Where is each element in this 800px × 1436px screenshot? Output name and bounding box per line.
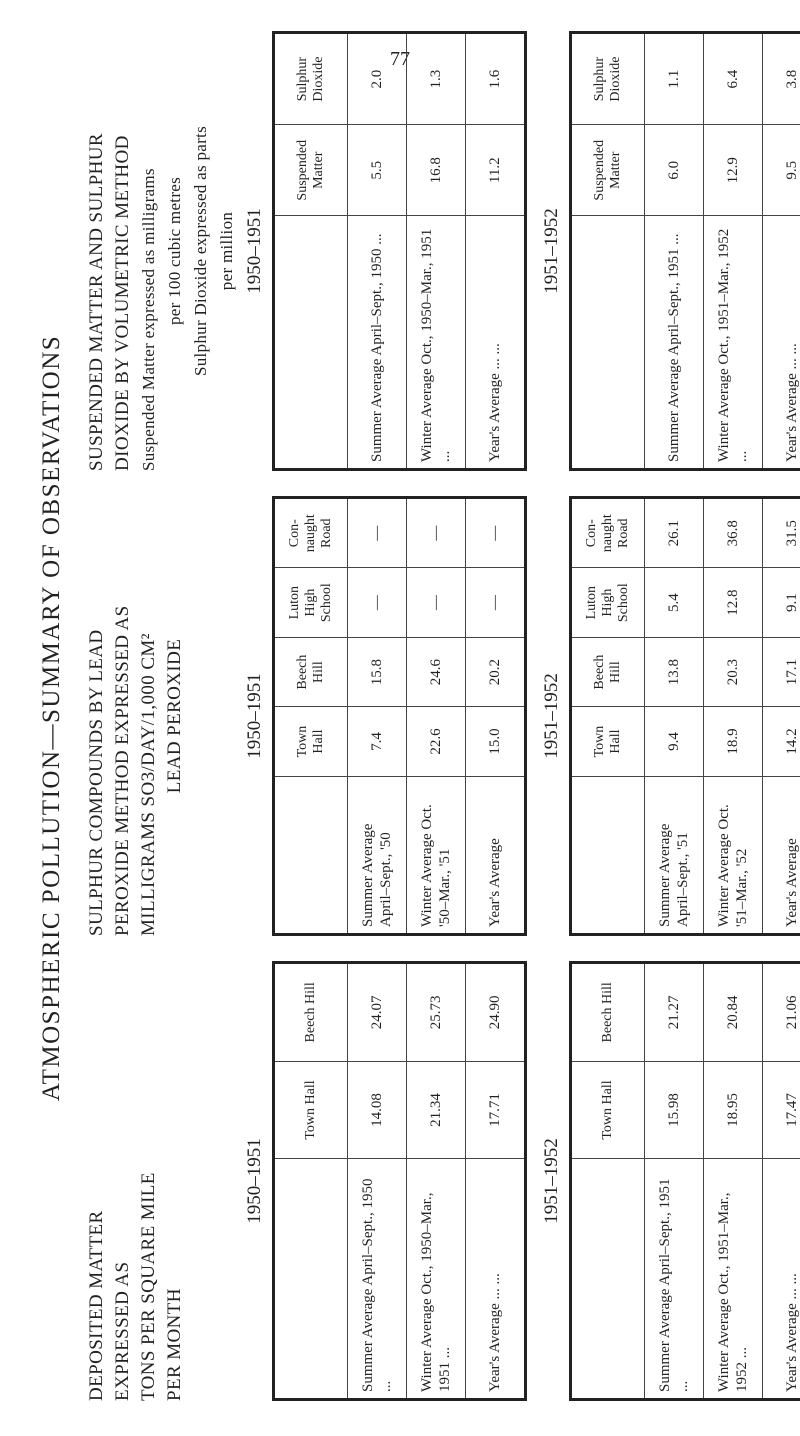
table-cell: 17.71 [466, 1062, 524, 1160]
table-cell: 16.8 [407, 125, 465, 216]
table-cell: 24.90 [466, 964, 524, 1062]
table-row [762, 499, 800, 933]
column-header: Suspended Matter [275, 125, 347, 216]
period-label: 1950–1951 [244, 1138, 265, 1224]
data-table [272, 961, 527, 1401]
column-header: Con-naught Road [275, 499, 347, 568]
table-cell: — [407, 499, 465, 568]
column-header [275, 216, 347, 468]
table-row [406, 499, 465, 933]
row-label: Winter Average Oct., 1951–Mar., 1952 ... [716, 1192, 750, 1392]
table-cell: 21.34 [407, 1062, 465, 1160]
row-label: Year's Average ... ... [487, 343, 503, 462]
table-cell: 1.6 [466, 34, 524, 125]
data-table [569, 961, 800, 1401]
heading-line: TONS PER SQUARE MILE [138, 1172, 159, 1401]
table-cell: — [466, 568, 524, 637]
table-cell: 1.3 [407, 34, 465, 125]
table-row [644, 34, 703, 468]
table-row [703, 499, 762, 933]
period-label: 1951–1952 [541, 673, 562, 759]
table-row [762, 964, 800, 1398]
table-cell: 22.6 [407, 707, 465, 776]
suspended-matter-section [84, 31, 800, 471]
table-cell: 9.5 [763, 125, 800, 216]
column-header: Beech Hill [572, 638, 644, 707]
column-header: Luton High School [275, 568, 347, 637]
table-header-row [275, 34, 347, 468]
table-row [465, 964, 524, 1398]
data-table [569, 31, 800, 471]
column-header: Luton High School [572, 568, 644, 637]
table-cell: 9.4 [645, 707, 703, 776]
heading-line: Sulphur Dioxide expressed as parts [191, 125, 210, 377]
table-cell: 24.6 [407, 638, 465, 707]
row-label: Winter Average Oct., 1951–Mar., 1952 ... [716, 228, 750, 462]
column-header: Beech Hill [275, 964, 347, 1062]
data-table [272, 31, 527, 471]
table-row [347, 499, 406, 933]
table-row [703, 964, 762, 1398]
table-cell: 6.0 [645, 125, 703, 216]
heading-line: PEROXIDE METHOD EXPRESSED AS [112, 605, 133, 936]
column-header: Town Hall [572, 1062, 644, 1160]
data-table [569, 496, 800, 936]
page-title: ATMOSPHERIC POLLUTION—SUMMARY OF OBSERVATIONS [38, 334, 65, 1102]
table-cell: 5.4 [645, 568, 703, 637]
heading-line: MILLIGRAMS SO3/DAY/1,000 CM² [138, 633, 159, 936]
table-row [644, 499, 703, 933]
table-cell: 25.73 [407, 964, 465, 1062]
heading-line: per 100 cubic metres [165, 176, 184, 326]
column-header: Sulphur Dioxide [275, 34, 347, 125]
table-cell: 26.1 [645, 499, 703, 568]
table-cell: — [466, 499, 524, 568]
table-cell: 36.8 [704, 499, 762, 568]
table-row [703, 34, 762, 468]
page-number: 77 [390, 48, 410, 70]
table-header-row [572, 499, 644, 933]
heading-line: SULPHUR COMPOUNDS BY LEAD [86, 629, 107, 936]
column-header: Beech Hill [275, 638, 347, 707]
table-row [406, 34, 465, 468]
sulphur-compounds-section [84, 496, 800, 936]
heading-line: SUSPENDED MATTER AND SULPHUR [86, 133, 107, 471]
row-label: Summer Average April–Sept., '50 [360, 823, 394, 927]
table-cell: 15.98 [645, 1062, 703, 1160]
table-cell: — [348, 499, 406, 568]
table-cell: 2.0 [348, 34, 406, 125]
table-cell: 17.47 [763, 1062, 800, 1160]
table-cell: 6.4 [704, 34, 762, 125]
table-cell: 15.0 [466, 707, 524, 776]
column-header: Con-naught Road [572, 499, 644, 568]
column-header [572, 1159, 644, 1398]
table-cell: 3.8 [763, 34, 800, 125]
table-cell: 24.07 [348, 964, 406, 1062]
table-cell: 14.08 [348, 1062, 406, 1160]
table-row [465, 34, 524, 468]
period-label: 1951–1952 [541, 1138, 562, 1224]
deposited-heading [84, 961, 244, 1401]
table-row [347, 964, 406, 1398]
heading-line: DIOXIDE BY VOLUMETRIC METHOD [112, 135, 133, 471]
heading-line: PER MONTH [164, 1288, 185, 1401]
sulphur-tables [244, 496, 800, 936]
table-cell: 12.9 [704, 125, 762, 216]
table-row [406, 964, 465, 1398]
table-row [465, 499, 524, 933]
heading-line: LEAD PEROXIDE [164, 638, 185, 794]
row-label: Year's Average ... ... [487, 1273, 503, 1392]
column-header: Suspended Matter [572, 125, 644, 216]
table-cell: 12.8 [704, 568, 762, 637]
row-label: Summer Average April–Sept., 1950 ... [369, 233, 385, 462]
table-cell: 1.1 [645, 34, 703, 125]
row-label: Summer Average April–Sept., '51 [657, 823, 691, 927]
row-label: Winter Average Oct. '50–Mar., '51 [419, 804, 453, 927]
table-header-row [275, 499, 347, 933]
data-table [272, 496, 527, 936]
heading-line: EXPRESSED AS [112, 1261, 133, 1401]
table-cell: 20.3 [704, 638, 762, 707]
table-row [644, 964, 703, 1398]
suspended-tables [244, 31, 800, 471]
column-header: Town Hall [275, 1062, 347, 1160]
table-cell: 5.5 [348, 125, 406, 216]
row-label: Winter Average Oct., 1950–Mar., 1951 ... [419, 1192, 453, 1392]
table-cell: 20.84 [704, 964, 762, 1062]
table-cell: 14.2 [763, 707, 800, 776]
column-header [275, 777, 347, 933]
table-row [762, 34, 800, 468]
column-header [572, 216, 644, 468]
table-cell: 15.8 [348, 638, 406, 707]
column-header: Sulphur Dioxide [572, 34, 644, 125]
table-cell: — [407, 568, 465, 637]
column-header: Town Hall [572, 707, 644, 776]
column-header: Beech Hill [572, 964, 644, 1062]
table-cell: 21.27 [645, 964, 703, 1062]
table-header-row [275, 964, 347, 1398]
table-cell: 31.5 [763, 499, 800, 568]
suspended-heading [84, 31, 244, 471]
column-header [275, 1159, 347, 1398]
table-cell: — [348, 568, 406, 637]
column-header [572, 777, 644, 933]
table-header-row [572, 964, 644, 1398]
table-cell: 13.8 [645, 638, 703, 707]
heading-line: DEPOSITED MATTER [86, 1210, 107, 1401]
row-label: Summer Average April–Sept., 1950 ... [360, 1178, 394, 1392]
row-label: Summer Average April–Sept., 1951 ... [657, 1178, 691, 1392]
table-cell: 9.1 [763, 568, 800, 637]
period-label: 1950–1951 [244, 673, 265, 759]
table-cell: 21.06 [763, 964, 800, 1062]
row-label: Winter Average Oct., 1950–Mar., 1951 ... [419, 228, 453, 462]
table-header-row [572, 34, 644, 468]
column-header: Town Hall [275, 707, 347, 776]
table-cell: 20.2 [466, 638, 524, 707]
row-label: Year's Average [487, 838, 503, 927]
row-label: Year's Average ... ... [784, 1273, 800, 1392]
deposited-matter-section [84, 961, 800, 1401]
row-label: Year's Average [784, 838, 800, 927]
heading-line: Suspended Matter expressed as milligrams [139, 168, 158, 471]
table-cell: 18.95 [704, 1062, 762, 1160]
table-cell: 11.2 [466, 125, 524, 216]
row-label: Summer Average April–Sept., 1951 ... [666, 233, 682, 462]
period-label: 1951–1952 [541, 208, 562, 294]
deposited-tables [244, 961, 800, 1401]
heading-line: per million [217, 211, 236, 291]
table-cell: 18.9 [704, 707, 762, 776]
row-label: Year's Average ... ... [784, 343, 800, 462]
table-row [347, 34, 406, 468]
table-cell: 17.1 [763, 638, 800, 707]
sulphur-heading [84, 496, 244, 936]
period-label: 1950–1951 [244, 208, 265, 294]
row-label: Winter Average Oct. '51–Mar., '52 [716, 804, 750, 927]
table-cell: 7.4 [348, 707, 406, 776]
